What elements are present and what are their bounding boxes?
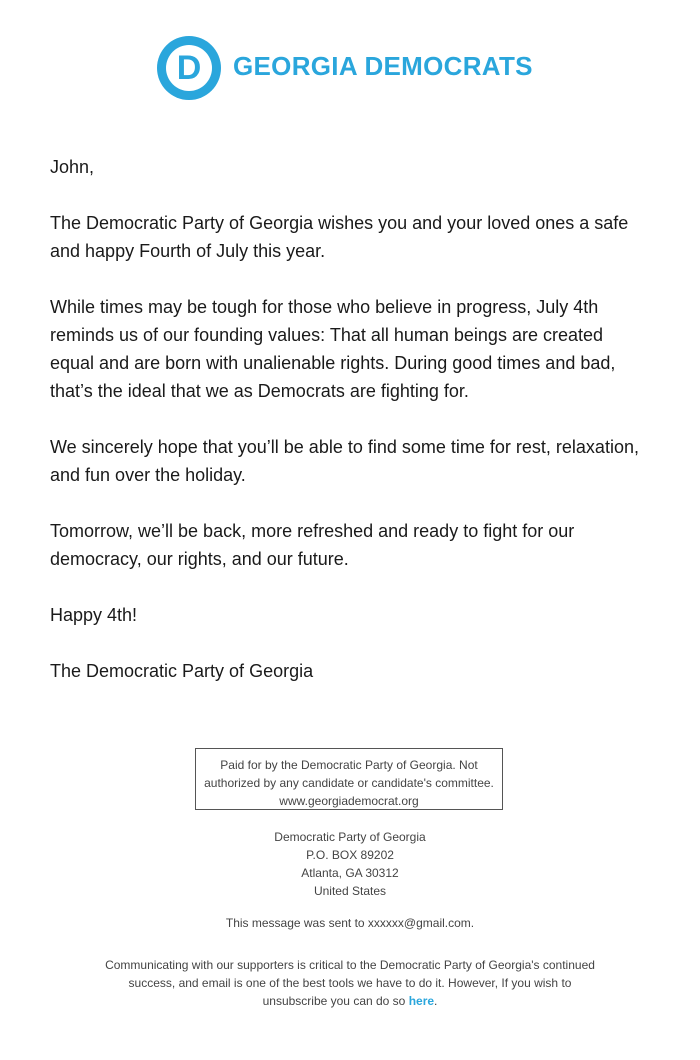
paragraph: The Democratic Party of Georgia wishes you and your loved ones a safe and happy Fourth of July this year. xyxy=(50,213,629,261)
recipient-email: xxxxxx@gmail.com xyxy=(367,916,471,930)
letter-body xyxy=(50,153,650,713)
header xyxy=(0,36,700,102)
address-city: Atlanta, GA 30312 xyxy=(301,866,399,880)
mailing-address xyxy=(0,828,700,900)
closing: Happy 4th! xyxy=(50,605,138,625)
sent-to-suffix: . xyxy=(470,916,475,930)
paragraph: Tomorrow, we’ll be back, more refreshed and ready to fight for our democracy, our rights, and our future. xyxy=(50,521,575,569)
unsubscribe-text: Communicating with our supporters is critical to the Democratic Party of Georgia's continued success, and email is one of the best tools we have to do it. However, If you wish to unsubscribe you can do so xyxy=(105,958,595,1008)
disclaimer-line: authorized by any candidate or candidate's committee. xyxy=(204,776,494,790)
signature: The Democratic Party of Georgia xyxy=(50,661,314,681)
address-org: Democratic Party of Georgia xyxy=(274,830,426,844)
address-po-box: P.O. BOX 89202 xyxy=(306,848,394,862)
logo-icon xyxy=(157,36,221,100)
greeting: John, xyxy=(50,157,95,177)
sent-to-prefix: This message was sent to xyxy=(225,916,368,930)
unsubscribe-suffix: . xyxy=(434,994,438,1008)
sent-to-notice xyxy=(0,914,700,932)
paragraph: While times may be tough for those who believe in progress, July 4th reminds us of our founding values: That all human beings are created equal and are born with unalienable rights. During good times and bad, that’s the ideal that we as Democrats are fighting for. xyxy=(50,297,616,401)
disclaimer-line: Paid for by the Democratic Party of Georgia. Not xyxy=(220,758,478,772)
brand-name: GEORGIA DEMOCRATS xyxy=(233,51,533,81)
unsubscribe-notice xyxy=(95,956,605,1010)
logo-letter: D xyxy=(176,49,202,87)
paragraph: We sincerely hope that you’ll be able to find some time for rest, relaxation, and fun over the holiday. xyxy=(50,437,639,485)
unsubscribe-link[interactable]: here xyxy=(408,994,435,1008)
website-text: www.georgiademocrat.org xyxy=(279,794,419,808)
address-country: United States xyxy=(313,884,387,898)
paid-for-disclaimer xyxy=(195,748,503,810)
